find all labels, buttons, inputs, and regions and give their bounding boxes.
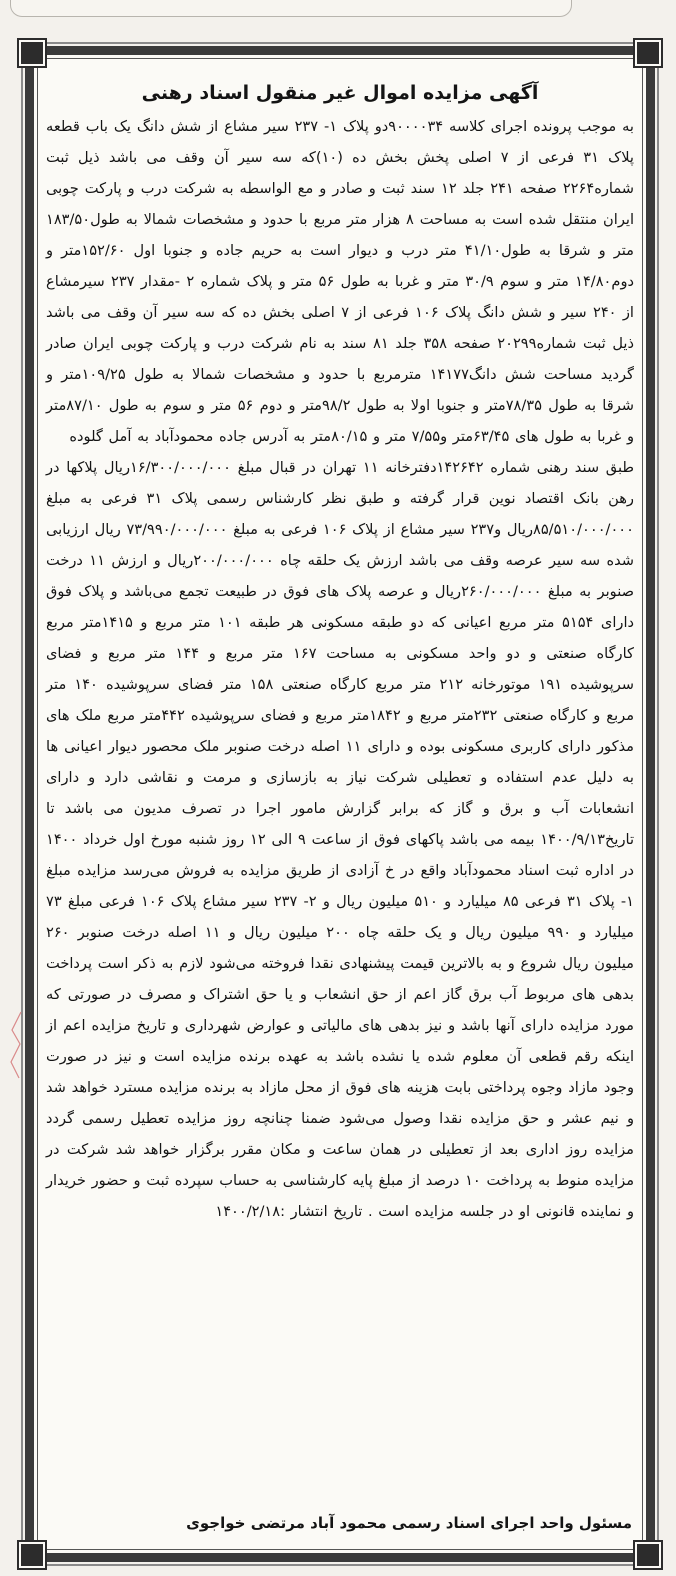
frame-corner-ornament (19, 1542, 45, 1568)
notice-paragraph-auction-terms: طبق سند رهنی شماره ۱۴۲۶۴۲دفترخانه ۱۱ تهران در قبال مبلغ ۱۶/۳۰۰/۰۰۰/۰۰۰ریال پلاکها در رهن بانک اقتصاد نوین قرار گرفته و طبق نظر کارشناس رسمی پلاک ۳۱ فرعی به مبلغ ۸۵/۵۱۰/۰۰۰/۰۰۰ریال و۲۳۷ سیر مشاع از پلاک ۱۰۶ فرعی به مبلغ ۷۳/۹۹۰/۰۰۰/۰۰۰ ریال ارزیابی شده سه سیر عرصه وقف می باشد ارزش یک حلقه چاه ۲۰۰/۰۰۰/۰۰۰ریال و ارزش ۱۱ درخت صنوبر به مبلغ ۲۶۰/۰۰۰/۰۰۰ریال و عرصه پلاک های فوق در طبیعت تجمع می‌باشد و پلاک فوق دارای ۵۱۵۴ متر مربع اعیانی که دو طبقه مسکونی هر طبقه ۱۰۱ متر مربع و ۱۴۱۵متر مربع کارگاه صنعتی و دو واحد مسکونی به مساحت ۱۶۷ متر مربع و ۱۴۴ متر مربع و فضای سرپوشیده ۱۹۱ موتورخانه ۲۱۲ متر مربع کارگاه صنعتی ۱۵۸ متر فضای سرپوشیده ۱۴۰ متر مربع و کارگاه صنعتی ۲۳۲متر مربع و ۱۸۴۲متر مربع و فضای سرپوشیده ۴۴۲متر مربع ملک های مذکور دارای کاربری مسکونی بوده و دارای ۱۱ اصله درخت صنوبر ملک محصور دیوار اعیانی ها به دلیل عدم استفاده و تعطیلی شرکت نیاز به بازسازی و مرمت و نقاشی دارد و دارای انشعابات آب و برق و گاز که برابر گزارش مامور اجرا در تصرف مدیون می باشد تا تاریخ۱۴۰۰/۹/۱۳ بیمه می باشد پاکهای فوق از ساعت ۹ الی ۱۲ روز شنبه مورخ اول خرداد ۱۴۰۰ در اداره ثبت اسناد محمودآباد واقع در خ آزادی از طریق مزایده به فروش می‌رسد مزایده مبلغ ۱- پلاک ۳۱ فرعی ۸۵ میلیارد و ۵۱۰ میلیون ریال و ۲- ۲۳۷ سیر مشاع پلاک ۱۰۶ فرعی مبلغ ۷۳ میلیارد و ۹۹۰ میلیون ریال و یک حلقه چاه ۲۰۰ میلیون ریال و ۱۱ اصله درخت صنوبر ۲۶۰ میلیون ریال شروع و به بالاترین قیمت پیشنهادی نقدا فروخته می‌شود لازم به ذکر است پرداخت بدهی های مربوط آب برق گاز اعم از حق انشعاب و یا حق اشتراک و مصرف در صورتی که مورد مزایده دارای آنها باشد و نیز بدهی های مالیاتی و عوارض شهرداری و تاریخ مزایده اعم از اینکه رقم قطعی آن معلوم شده یا نشده باشد به عهده برنده مزایده است و نیز در صورت وجود مازاد وجوه پرداختی بابت هزینه های فوق از محل مازاد به برنده مزایده مسترد خواهد شد و نیم عشر و حق مزایده نقدا وصول می‌شود ضمنا چنانچه روز مزایده تعطیل رسمی گردد مزایده روز اداری بعد از تعطیلی در همان ساعت و مکان مقرر برگزار خواهد شد شرکت در مزایده منوط به پرداخت ۱۰ درصد از مبلغ پایه کارشناسی به حساب سپرده ثبت و حضور خریدار و نماینده قانونی او در جلسه مزایده است . تاریخ انتشار :۱۴۰۰/۲/۱۸ (46, 459, 635, 1220)
notice-content (46, 69, 634, 1541)
notice-title: آگهی مزایده اموال غیر منقول اسناد رهنی (141, 82, 539, 104)
notice-signature: مسئول واحد اجرای اسناد رسمی محمود آباد مرتضی خواجوی (186, 1514, 632, 1532)
frame-corner-ornament (19, 40, 45, 66)
frame-corner-ornament (635, 1542, 661, 1568)
clipped-previous-notice-edge (10, 0, 572, 17)
notice-paragraph-property-description: به موجب پرونده اجرای کلاسه ۹۰۰۰۰۳۴دو پلاک ۱- ۲۳۷ سیر مشاع از شش دانگ یک باب قطعه پلاک ۳۱ فرعی از ۷ اصلی پخش بخش ده (۱۰)که سه سیر آن وقف می باشد ذیل ثبت شماره۲۲۶۴ صفحه ۲۴۱ جلد ۱۲ سند ثبت و صادر و مع الواسطه به شرکت درب و پارکت چوبی ایران منتقل شده است به مساحت ۸ هزار متر مربع با حدود و مشخصات شمالا به طول۱۸۳/۵۰ متر و شرقا به طول۴۱/۱۰ متر درب و دیوار است به حریم جاده و جنوبا اول ۱۵۲/۶۰متر و دوم۱۴/۸۰ متر و سوم ۳۰/۹ متر و غربا به طول ۵۶ متر و پلاک شماره ۲ -مقدار ۲۳۷ سیرمشاع از ۲۴۰ سیر و شش دانگ پلاک ۱۰۶ فرعی از ۷ اصلی بخش ده که سه سیر آن وقف می باشد ذیل ثبت شماره۲۰۲۹۹ صفحه ۳۵۸ جلد ۸۱ سند به نام شرکت درب و پارکت چوبی ایران صادر گردید مساحت شش دانگ۱۴۱۷۷ مترمربع با حدود و مشخصات شمالا به طول ۱۰۹/۲۵متر و شرقا به طول ۷۸/۳۵متر و جنوبا اولا به طول ۹۸/۲متر و دوم ۵۶ متر و سوم به طول ۸۷/۱۰متر و غربا به طول های ۶۳/۴۵متر و۷/۵۵ متر و ۸۰/۱۵متر به آدرس جاده محمودآباد به آمل گلوده (46, 118, 635, 445)
frame-corner-ornament (635, 40, 661, 66)
margin-pen-mark (8, 1010, 24, 1080)
notice-frame (25, 46, 655, 1562)
notice-body (46, 111, 634, 1227)
